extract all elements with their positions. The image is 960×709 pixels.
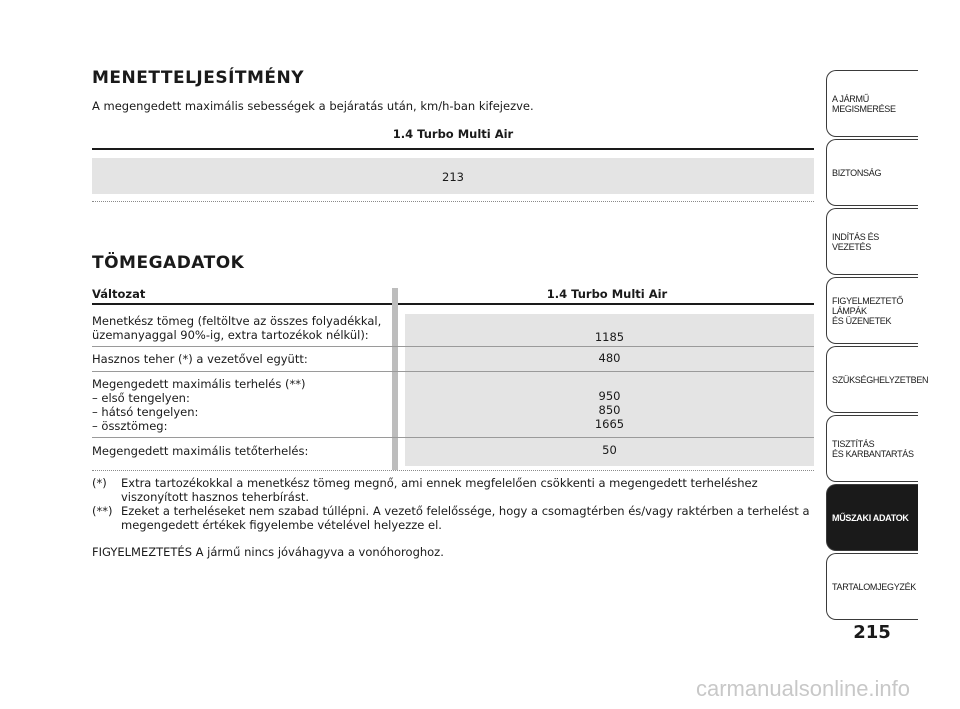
engine-column-header: 1.4 Turbo Multi Air — [546, 287, 668, 301]
table-row-label: Megengedett maximális terhelés (**) – első tengelyen: – hátsó tengelyen: – össztömeg: — [92, 377, 306, 433]
footnote-text: Extra tartozékokkal a menetkész tömeg megnő, ami ennek megfelelően csökkenti a megengedett terheléshez viszonyított hasznos teherbírást. — [121, 476, 758, 504]
tab-label: TISZTÍTÁS ÉS KARBANTARTÁS — [832, 438, 914, 459]
towbar-warning: FIGYELMEZTETÉS A jármű nincs jóváhagyva a vonóhoroghoz. — [92, 545, 444, 559]
performance-header-rule — [92, 148, 814, 150]
row-divider — [92, 371, 814, 372]
tab-label: INDÍTÁS ÉS VEZETÉS — [832, 231, 880, 252]
weights-bottom-rule — [92, 470, 814, 471]
table-row-value: 50 — [602, 443, 617, 457]
table-row-label: Menetkész tömeg (feltöltve az összes folyadékkal, üzemanyaggal 90%-ig, extra tartozékok nélkül): — [92, 314, 382, 342]
max-speed-value: 213 — [442, 170, 464, 184]
weights-header-rule — [92, 303, 814, 305]
tab-label: FIGYELMEZTETŐ LÁMPÁK ÉS ÜZENETEK — [832, 295, 904, 326]
tab-safety[interactable] — [826, 139, 918, 206]
footnote-mark: (*) — [92, 476, 107, 490]
table-row-value: 480 — [598, 351, 621, 365]
tab-warning-lights[interactable] — [826, 277, 918, 344]
tab-technical-data[interactable] — [826, 484, 918, 551]
tab-label: TARTALOMJEGYZÉK — [832, 581, 917, 592]
tab-label: SZÜKSÉGHELYZETBEN — [832, 374, 929, 385]
performance-intro: A megengedett maximális sebességek a bejáratás után, km/h-ban kifejezve. — [92, 99, 534, 113]
performance-engine-header: 1.4 Turbo Multi Air — [392, 127, 514, 141]
footnote-mark: (**) — [92, 504, 113, 518]
table-row-value: 950 850 1665 — [594, 389, 625, 431]
column-separator — [392, 288, 398, 470]
footnote-text: Ezeket a terheléseket nem szabad túllépni. A vezető felelőssége, hogy a csomagtérben és/vagy raktérben a terhelést a megengedett értékek figyelembe vételével helyezze el. — [121, 504, 810, 532]
tab-starting-driving[interactable] — [826, 208, 918, 275]
tab-maintenance[interactable] — [826, 415, 918, 482]
tab-label: A JÁRMŰ MEGISMERÉSE — [832, 93, 896, 114]
performance-bottom-rule — [92, 201, 814, 202]
row-divider — [92, 346, 814, 347]
table-row-value: 1185 — [594, 330, 625, 344]
watermark: carmanualsonline.info — [696, 676, 911, 701]
variant-column-header: Változat — [92, 287, 146, 301]
tab-emergency[interactable] — [826, 346, 929, 413]
table-row-label: Hasznos teher (*) a vezetővel együtt: — [92, 352, 308, 366]
tab-label: BIZTONSÁG — [832, 167, 882, 178]
weights-title: TÖMEGADATOK — [92, 253, 245, 273]
tab-index[interactable] — [826, 553, 918, 620]
performance-title: MENETTELJESÍTMÉNY — [92, 68, 305, 88]
table-row-label: Megengedett maximális tetőterhelés: — [92, 444, 309, 458]
page-number: 215 — [853, 622, 891, 643]
tab-vehicle-overview[interactable] — [826, 70, 918, 137]
tab-label: MŰSZAKI ADATOK — [832, 512, 909, 523]
row-divider — [92, 437, 814, 438]
